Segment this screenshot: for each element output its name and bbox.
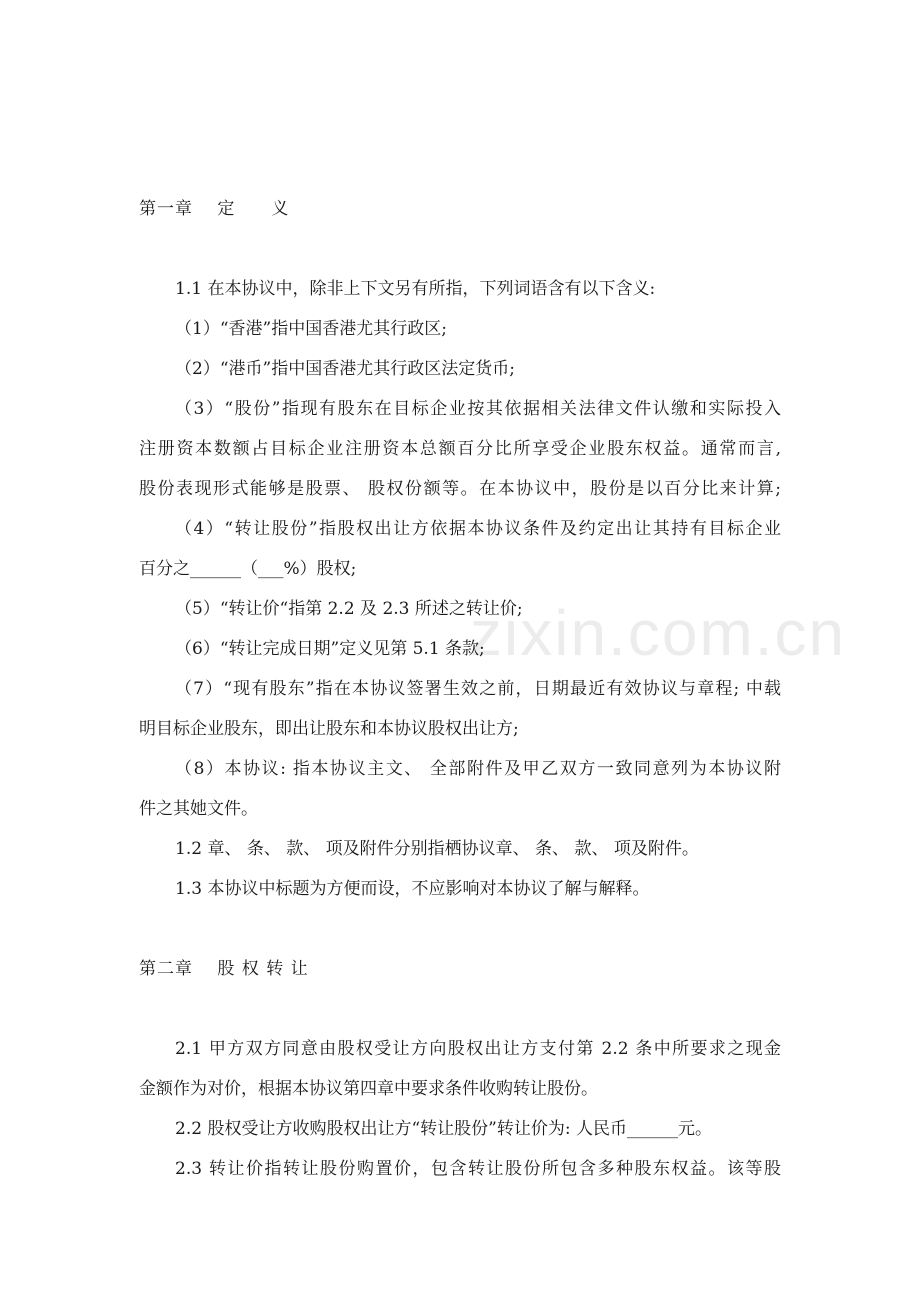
clause-line: （4）“转让股份”指股权出让方依据本协议条件及约定出让其持有目标企业 [175, 519, 781, 539]
clause-line: 件之其她文件。 [139, 799, 258, 819]
clause-line: 2.2 股权受让方收购股权出让方“转让股份”转让价为: 人民币______元。 [175, 1119, 712, 1139]
chapter-heading: 第二章 股 权 转 让 [139, 959, 309, 979]
clause-line: 百分之______（___%）股权; [139, 559, 357, 579]
chapter-heading: 第一章 定 义 [139, 199, 290, 219]
clause-line: 注册资本数额占目标企业注册资本总额百分比所享受企业股东权益。通常而言, [139, 439, 781, 459]
clause-line: 1.1 在本协议中，除非上下文另有所指，下列词语含有以下含义: [175, 279, 656, 299]
clause-line: 1.2 章、 条、 款、 项及附件分别指栖协议章、 条、 款、 项及附件。 [175, 839, 699, 859]
clause-line: （5）“转让价“指第 2.2 及 2.3 所述之转让价; [175, 599, 523, 619]
watermark: zixin.com.cn [470, 597, 847, 669]
clause-line: 2.1 甲方双方同意由股权受让方向股权出让方支付第 2.2 条中所要求之现金 [175, 1039, 781, 1059]
clause-line: （1）“香港”指中国香港尤其行政区; [175, 319, 447, 339]
clause-line: （6）“转让完成日期”定义见第 5.1 条款; [175, 639, 485, 659]
clause-line: （3）“股份”指现有股东在目标企业按其依据相关法律文件认缴和实际投入 [175, 399, 781, 419]
clause-line: （2）“港币”指中国香港尤其行政区法定货币; [175, 359, 515, 379]
clause-line: 金额作为对价，根据本协议第四章中要求条件收购转让股份。 [139, 1079, 598, 1099]
clause-line: （7）“现有股东”指在本协议签署生效之前，日期最近有效协议与章程; 中载 [175, 679, 781, 699]
clause-line: 股份表现形式能够是股票、 股权份额等。在本协议中，股份是以百分比来计算; [139, 479, 781, 499]
clause-line: 1.3 本协议中标题为方便而设，不应影响对本协议了解与解释。 [175, 879, 650, 899]
clause-line: （8）本协议: 指本协议主文、 全部附件及甲乙双方一致同意列为本协议附 [175, 759, 781, 779]
clause-line: 2.3 转让价指转让股份购置价，包含转让股份所包含多种股东权益。该等股 [175, 1159, 781, 1179]
clause-line: 明目标企业股东，即出让股东和本协议股权出让方; [139, 719, 519, 739]
